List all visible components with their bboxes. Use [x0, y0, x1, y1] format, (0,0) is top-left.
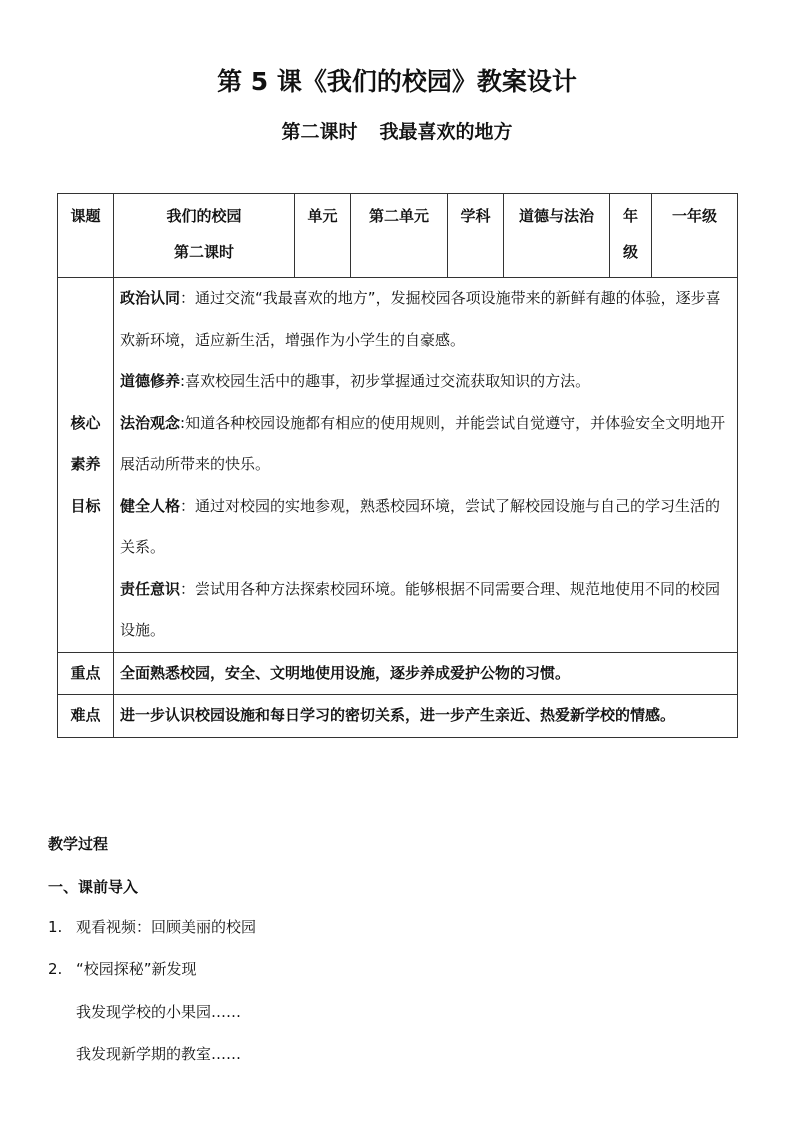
core-item-sep: : — [180, 372, 186, 390]
core-item-head: 健全人格 — [120, 496, 181, 515]
core-item-head: 法治观念 — [120, 413, 181, 432]
core-item — [120, 278, 731, 361]
core-item-head: 政治认同 — [120, 289, 181, 307]
label-topic: 课题 — [58, 194, 114, 278]
step-item — [48, 958, 197, 979]
document-title: 第 5 课《我们的校园》教案设计 — [217, 67, 577, 96]
cell-grade: 一年级 — [652, 194, 738, 278]
core-item-text: 通过交流“我最喜欢的地方”，发掘校园各项设施带来的新鲜有趣的体验，逐步喜欢新环境，适应新生活，增强作为小学生的自豪感。 — [120, 289, 721, 349]
core-item-text: 知道各种校园设施都有相应的使用规则，并能尝试自觉遵守，并体验安全文明地开展活动所带来的快乐。 — [120, 413, 726, 473]
core-item — [120, 569, 731, 652]
step-number: 2. — [48, 960, 63, 978]
topic-line-2: 第二课时 — [173, 243, 234, 261]
step-item — [48, 916, 256, 937]
label-grade: 年级 — [610, 194, 652, 278]
finding-item: 我发现新学期的教室…… — [76, 1045, 242, 1063]
label-subject: 学科 — [448, 194, 504, 278]
core-item-sep: ： — [180, 579, 196, 598]
core-item-head: 责任意识 — [120, 579, 181, 598]
subtitle-lesson: 第二课时 — [281, 121, 358, 143]
core-item-sep: ： — [180, 496, 196, 515]
cell-subject: 道德与法治 — [504, 194, 610, 278]
core-item-text: 通过对校园的实地参观，熟悉校园环境，尝试了解校园设施与自己的学习生活的关系。 — [120, 496, 721, 556]
core-item-head: 道德修养 — [120, 372, 181, 390]
table-row-key-point — [58, 652, 738, 695]
core-item — [120, 486, 731, 569]
lesson-plan-table — [57, 193, 738, 738]
label-core-3: 目标 — [70, 496, 101, 515]
core-item-text: 喜欢校园生活中的趣事，初步掌握通过交流获取知识的方法。 — [185, 372, 591, 390]
finding-item: 我发现学校的小果园…… — [76, 1003, 242, 1021]
core-item — [120, 403, 731, 486]
label-core-2: 素养 — [70, 455, 101, 473]
label-core-goals — [58, 278, 114, 653]
core-item-sep: : — [180, 413, 186, 432]
table-row-info — [58, 194, 738, 278]
document-subtitle — [0, 117, 794, 147]
step-number: 1. — [48, 918, 63, 936]
label-unit: 单元 — [295, 194, 351, 278]
cell-core-goals — [114, 278, 738, 653]
step-text: “校园探秘”新发现 — [76, 960, 197, 978]
topic-line-1: 我们的校园 — [166, 207, 242, 225]
cell-key-point: 全面熟悉校园，安全、文明地使用设施，逐步养成爱护公物的习惯。 — [114, 652, 738, 695]
subtitle-topic: 我最喜欢的地方 — [379, 121, 513, 143]
table-row-difficulty — [58, 695, 738, 738]
cell-difficulty: 进一步认识校园设施和每日学习的密切关系，进一步产生亲近、热爱新学校的情感。 — [114, 695, 738, 738]
process-heading: 教学过程 — [48, 835, 109, 853]
cell-topic — [114, 194, 295, 278]
table-row-core — [58, 278, 738, 653]
core-item-text: 尝试用各种方法探索校园环境。能够根据不同需要合理、规范地使用不同的校园设施。 — [120, 579, 721, 639]
section-heading: 一、课前导入 — [48, 878, 139, 896]
label-difficulty: 难点 — [58, 695, 114, 738]
core-item — [120, 361, 731, 403]
step-text: 观看视频：回顾美丽的校园 — [76, 918, 257, 936]
label-key-point: 重点 — [58, 652, 114, 695]
core-item-sep: ： — [180, 289, 196, 307]
label-core-1: 核心 — [70, 413, 101, 432]
cell-unit: 第二单元 — [351, 194, 448, 278]
